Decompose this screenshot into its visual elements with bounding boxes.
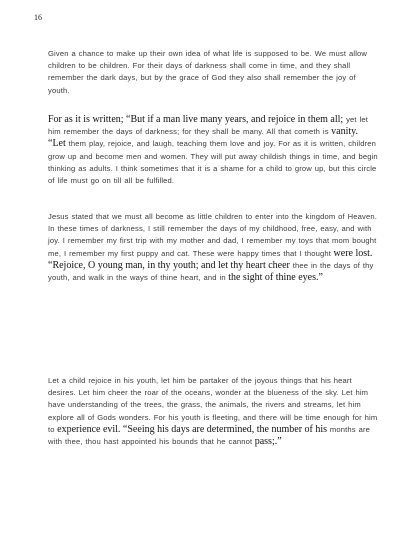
scripture-quote: were lost. “Rejoice, O young man, in thy youth; and let thy heart cheer xyxy=(48,247,373,271)
text-segment: thee in the days of thy youth, and walk in the ways of thine heart, and in xyxy=(48,260,374,283)
scripture-quote: the sight of thine eyes.” xyxy=(225,272,323,284)
paragraph-children-joy xyxy=(48,48,378,97)
paragraph-ecclesiastes-quote xyxy=(48,114,378,187)
scripture-quote: vanity. “Let xyxy=(48,126,359,150)
paragraph-rejoice-youth xyxy=(48,375,378,448)
text-segment: Given a chance to make up their own idea of what life is supposed to be. We must allow children to be children. For their days of darkness shall come in time, and they shall remember the dark days, but by the grace of God they also shall remember the joy of youth. xyxy=(48,49,368,95)
text-segment: them play, rejoice, and laugh, teaching them love and joy. For as it is written, children grow up and become men and women. They will put away childish things in time, and begin thinking as adults. I think sometimes that it is a shame for a child to grow up, but this circle of life must go on till all be fulfilled. xyxy=(48,139,378,186)
paragraph-childhood-memories xyxy=(48,211,378,284)
scripture-quote: pass;.” xyxy=(252,436,282,448)
scripture-quote: experience evil. “Seeing his days are determined, the number of his xyxy=(54,423,328,435)
scripture-quote: For as it is written; “But if a man live many years, and rejoice in them all; xyxy=(48,114,344,125)
text-segment: Let a child rejoice in his youth, let him be partaker of the joyous things that his heart desires. Let him cheer the roar of the oceans, wonder at the blueness of the sky. Let him have understanding of the trees, the grass, the animals, the rivers and streams, let him explore all of Gods wonders. For his youth is fleeting, and there will be time enough for him to xyxy=(48,376,378,434)
text-segment: months are with thee, thou hast appointed his bounds that he cannot xyxy=(48,424,370,447)
text-segment: Jesus stated that we must all become as little children to enter into the kingdom of Heaven. In these times of darkness, I still remember the days of my childhood, free, easy, and with joy. I remember my first trip with my mother and dad, I remember my toys that mom bought me, I remember my first puppy and cat. These were happy times that I thought xyxy=(48,212,377,258)
page-number: 16 xyxy=(34,13,42,22)
text-segment: yet let him remember the days of darkness; for they shall be many. All that cometh is xyxy=(48,115,368,137)
